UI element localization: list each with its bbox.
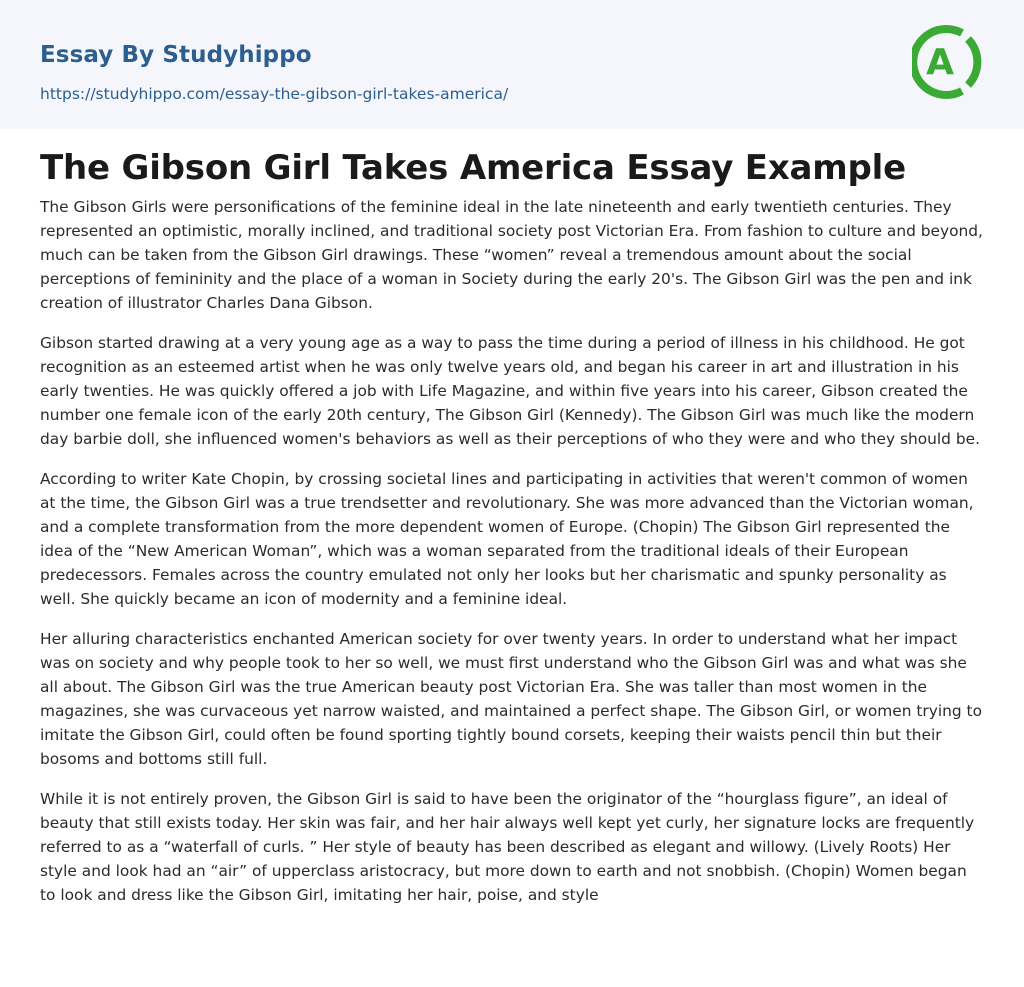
essay-url-link[interactable]: https://studyhippo.com/essay-the-gibson-girl-takes-america/ (40, 85, 509, 103)
essay-title: The Gibson Girl Takes America Essay Example (40, 148, 906, 188)
site-header (0, 0, 1024, 129)
essay-paragraph-4: Her alluring characteristics enchanted American society for over twenty years. In order to understand what her impact was on society and why people took to her so well, we must first understand who the Gibson Girl was and what was she all about. The Gibson Girl was the true American beauty post Victorian Era. She was taller than most women in the magazines, she was curvaceous yet narrow waisted, and maintained a perfect shape. The Gibson Girl, or women trying to imitate the Gibson Girl, could often be found sporting tightly bound corsets, keeping their waists pencil thin but their bosoms and bottoms still full. (40, 630, 983, 768)
logo-letter: A (926, 42, 954, 83)
essay-paragraph-3: According to writer Kate Chopin, by crossing societal lines and participating in activities that weren't common of women at the time, the Gibson Girl was a true trendsetter and revolutionary. She was more advanced than the Victorian woman, and a complete transformation from the more dependent women of Europe. (Chopin) The Gibson Girl represented the idea of the “New American Woman”, which was a woman separated from the traditional ideals of their European predecessors. Females across the country emulated not only her looks but her charismatic and spunky personality as well. She quickly became an icon of modernity and a feminine ideal. (40, 470, 974, 608)
essay-paragraph-5: While it is not entirely proven, the Gibson Girl is said to have been the originator of the “hourglass figure”, an ideal of beauty that still exists today. Her skin was fair, and her hair always well kept yet curly, her signature locks are frequently referred to as a “waterfall of curls. ” Her style of beauty has been described as elegant and willowy. (Lively Roots) Her style and look had an “air” of upperclass aristocracy, but more down to earth and not snobbish. (Chopin) Women began to look and dress like the Gibson Girl, imitating her hair, poise, and style (40, 790, 975, 904)
essay-content (40, 145, 986, 923)
brand-title[interactable]: Essay By Studyhippo (40, 42, 312, 68)
studyhippo-logo-icon[interactable] (912, 19, 986, 105)
essay-paragraph-2: Gibson started drawing at a very young age as a way to pass the time during a period of illness in his childhood. He got recognition as an esteemed artist when he was only twelve years old, and began his career in art and illustration in his early twenties. He was quickly offered a job with Life Magazine, and within five years into his career, Gibson created the number one female icon of the early 20th century, The Gibson Girl (Kennedy). The Gibson Girl was much like the modern day barbie doll, she influenced women's behaviors as well as their perceptions of who they were and who they should be. (40, 334, 980, 448)
essay-paragraph-1: The Gibson Girls were personifications of the feminine ideal in the late nineteenth and early twentieth centuries. They represented an optimistic, morally inclined, and traditional society post Victorian Era. From fashion to culture and beyond, much can be taken from the Gibson Girl drawings. These “women” reveal a tremendous amount about the social perceptions of femininity and the place of a woman in Society during the early 20's. The Gibson Girl was the pen and ink creation of illustrator Charles Dana Gibson. (40, 198, 983, 312)
